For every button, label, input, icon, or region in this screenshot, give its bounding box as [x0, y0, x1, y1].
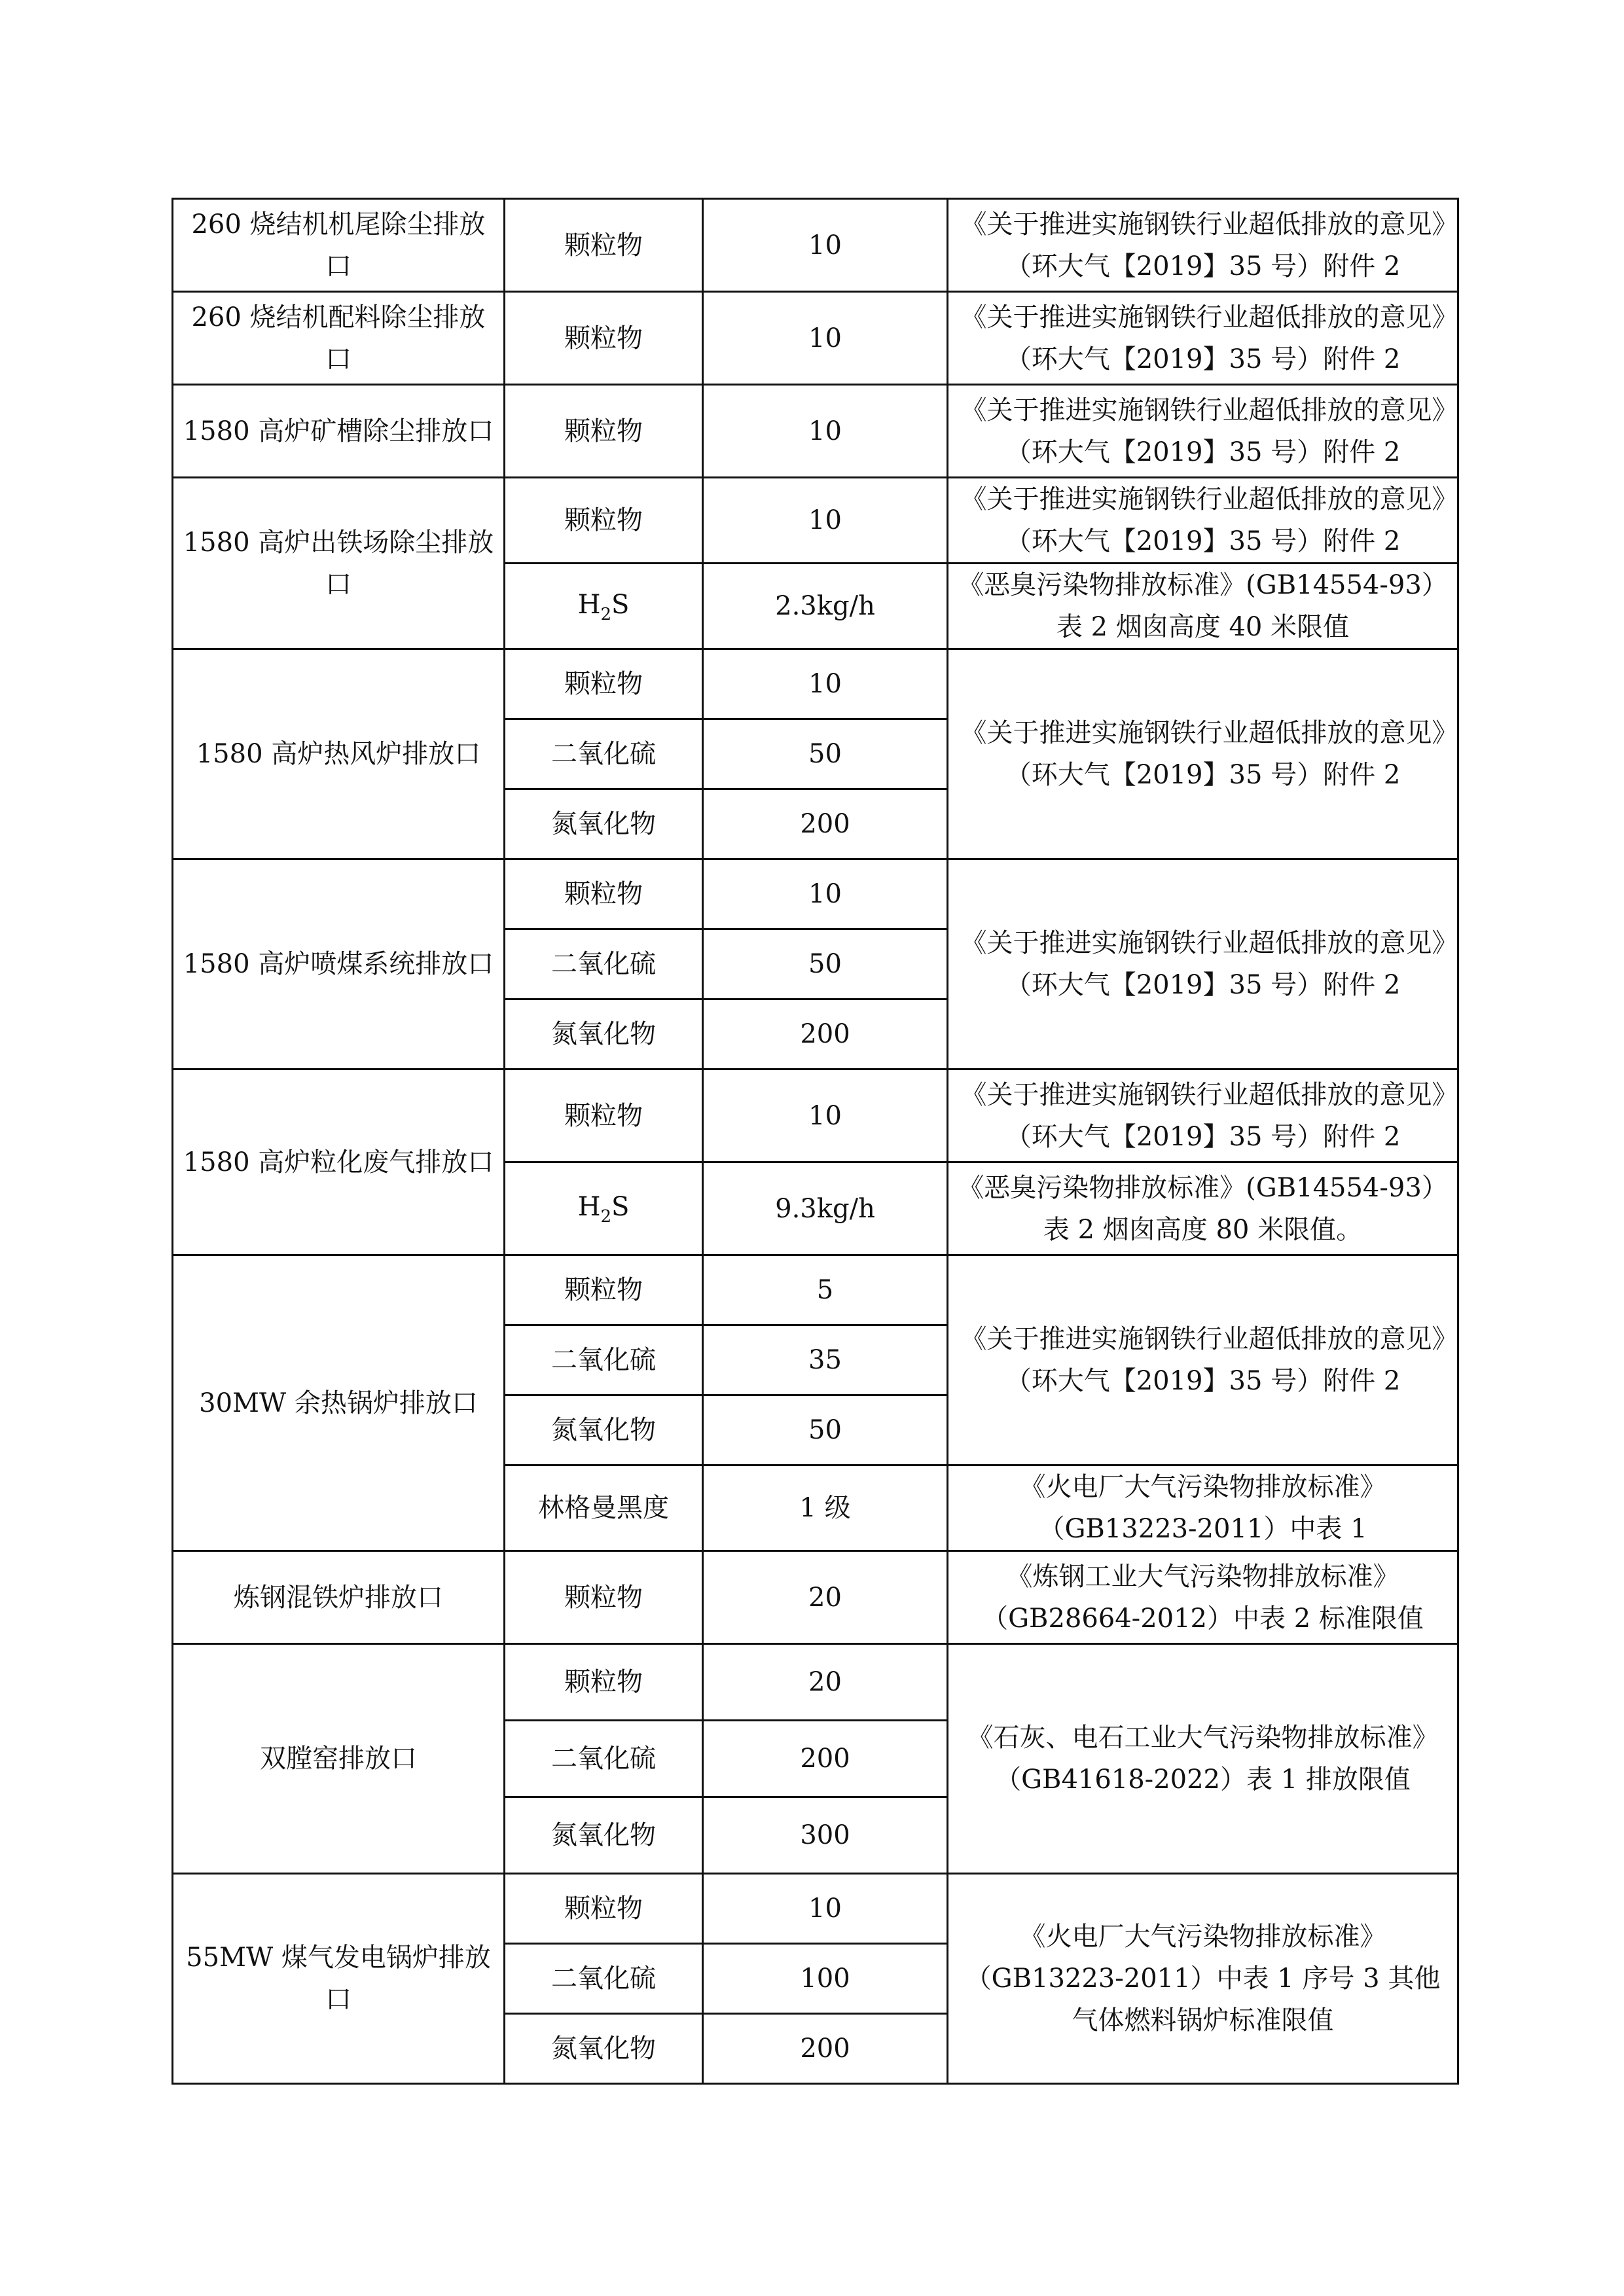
pollutant-cell: 颗粒物: [505, 1874, 703, 1944]
table-row: [173, 199, 1458, 292]
table-body: [173, 199, 1458, 2084]
pollutant-cell: 颗粒物: [505, 1069, 703, 1162]
pollutant-cell: [505, 564, 703, 649]
table-row: [173, 1551, 1458, 1644]
table-row: [173, 292, 1458, 385]
pollutant-cell: [505, 1162, 703, 1255]
standard-basis-cell: 《恶臭污染物排放标准》(GB14554-93）表 2 烟囱高度 40 米限值: [948, 564, 1458, 649]
limit-cell: 20: [703, 1644, 948, 1721]
limit-cell: 10: [703, 199, 948, 292]
limit-cell: 50: [703, 719, 948, 789]
standard-basis-cell: 《炼钢工业大气污染物排放标准》（GB28664-2012）中表 2 标准限值: [948, 1551, 1458, 1644]
pollutant-cell: 二氧化硫: [505, 1325, 703, 1395]
limit-cell: 100: [703, 1944, 948, 2014]
standard-basis-cell: 《关于推进实施钢铁行业超低排放的意见》（环大气【2019】35 号）附件 2: [948, 649, 1458, 859]
pollutant-cell: 氮氧化物: [505, 999, 703, 1069]
table-row: [173, 478, 1458, 564]
limit-cell: 300: [703, 1797, 948, 1874]
outlet-cell: 双膛窑排放口: [173, 1644, 505, 1874]
standard-basis-cell: 《火电厂大气污染物排放标准》（GB13223-2011）中表 1: [948, 1465, 1458, 1551]
pollutant-cell: 氮氧化物: [505, 789, 703, 859]
table-row: [173, 1874, 1458, 1944]
pollutant-symbol: H: [577, 589, 601, 620]
limit-cell: 20: [703, 1551, 948, 1644]
limit-cell: 10: [703, 385, 948, 478]
standard-basis-cell: 《火电厂大气污染物排放标准》（GB13223-2011）中表 1 序号 3 其他气体燃料锅炉标准限值: [948, 1874, 1458, 2084]
pollutant-cell: 氮氧化物: [505, 1797, 703, 1874]
outlet-cell: 1580 高炉热风炉排放口: [173, 649, 505, 859]
limit-cell: 5: [703, 1255, 948, 1325]
pollutant-cell: 氮氧化物: [505, 2014, 703, 2084]
pollutant-cell: 二氧化硫: [505, 929, 703, 999]
limit-cell: 2.3kg/h: [703, 564, 948, 649]
limit-cell: 10: [703, 478, 948, 564]
pollutant-cell: 颗粒物: [505, 199, 703, 292]
table-row: [173, 1255, 1458, 1325]
pollutant-cell: 林格曼黑度: [505, 1465, 703, 1551]
outlet-cell: 1580 高炉粒化废气排放口: [173, 1069, 505, 1255]
pollutant-symbol: H: [577, 1192, 601, 1222]
outlet-cell: 30MW 余热锅炉排放口: [173, 1255, 505, 1551]
limit-cell: 10: [703, 292, 948, 385]
pollutant-cell: 二氧化硫: [505, 1944, 703, 2014]
pollutant-cell: 二氧化硫: [505, 719, 703, 789]
standard-basis-cell: 《恶臭污染物排放标准》(GB14554-93）表 2 烟囱高度 80 米限值。: [948, 1162, 1458, 1255]
standard-basis-cell: 《石灰、电石工业大气污染物排放标准》（GB41618-2022）表 1 排放限值: [948, 1644, 1458, 1874]
table-row: [173, 649, 1458, 719]
standard-basis-cell: 《关于推进实施钢铁行业超低排放的意见》（环大气【2019】35 号）附件 2: [948, 199, 1458, 292]
standard-basis-cell: 《关于推进实施钢铁行业超低排放的意见》（环大气【2019】35 号）附件 2: [948, 1255, 1458, 1465]
pollutant-subscript: 2: [600, 1207, 612, 1227]
pollutant-cell: 颗粒物: [505, 1255, 703, 1325]
emission-limits-table: [171, 198, 1459, 2085]
limit-cell: 10: [703, 1069, 948, 1162]
limit-cell: 50: [703, 929, 948, 999]
outlet-cell: 1580 高炉矿槽除尘排放口: [173, 385, 505, 478]
pollutant-cell: 颗粒物: [505, 1551, 703, 1644]
pollutant-symbol-tail: S: [611, 589, 630, 620]
pollutant-cell: 颗粒物: [505, 385, 703, 478]
pollutant-cell: 颗粒物: [505, 859, 703, 929]
limit-cell: 10: [703, 859, 948, 929]
limit-cell: 9.3kg/h: [703, 1162, 948, 1255]
outlet-cell: 55MW 煤气发电锅炉排放口: [173, 1874, 505, 2084]
limit-cell: 35: [703, 1325, 948, 1395]
standard-basis-cell: 《关于推进实施钢铁行业超低排放的意见》（环大气【2019】35 号）附件 2: [948, 385, 1458, 478]
standard-basis-cell: 《关于推进实施钢铁行业超低排放的意见》（环大气【2019】35 号）附件 2: [948, 478, 1458, 564]
outlet-cell: 1580 高炉喷煤系统排放口: [173, 859, 505, 1069]
limit-cell: 10: [703, 649, 948, 719]
pollutant-symbol-tail: S: [611, 1192, 630, 1222]
outlet-cell: 260 烧结机配料除尘排放口: [173, 292, 505, 385]
limit-cell: 200: [703, 2014, 948, 2084]
table-row: [173, 1644, 1458, 1721]
pollutant-cell: 二氧化硫: [505, 1721, 703, 1797]
outlet-cell: 1580 高炉出铁场除尘排放口: [173, 478, 505, 649]
outlet-cell: 炼钢混铁炉排放口: [173, 1551, 505, 1644]
outlet-cell: 260 烧结机机尾除尘排放口: [173, 199, 505, 292]
table-row: [173, 1069, 1458, 1162]
pollutant-cell: 颗粒物: [505, 292, 703, 385]
standard-basis-cell: 《关于推进实施钢铁行业超低排放的意见》（环大气【2019】35 号）附件 2: [948, 292, 1458, 385]
limit-cell: 200: [703, 789, 948, 859]
limit-cell: 50: [703, 1395, 948, 1465]
limit-cell: 200: [703, 1721, 948, 1797]
limit-cell: 1 级: [703, 1465, 948, 1551]
standard-basis-cell: 《关于推进实施钢铁行业超低排放的意见》（环大气【2019】35 号）附件 2: [948, 859, 1458, 1069]
pollutant-subscript: 2: [600, 604, 612, 624]
table-row: [173, 859, 1458, 929]
pollutant-cell: 颗粒物: [505, 478, 703, 564]
table-row: [173, 385, 1458, 478]
pollutant-cell: 颗粒物: [505, 649, 703, 719]
limit-cell: 200: [703, 999, 948, 1069]
pollutant-cell: 颗粒物: [505, 1644, 703, 1721]
limit-cell: 10: [703, 1874, 948, 1944]
standard-basis-cell: 《关于推进实施钢铁行业超低排放的意见》（环大气【2019】35 号）附件 2: [948, 1069, 1458, 1162]
pollutant-cell: 氮氧化物: [505, 1395, 703, 1465]
